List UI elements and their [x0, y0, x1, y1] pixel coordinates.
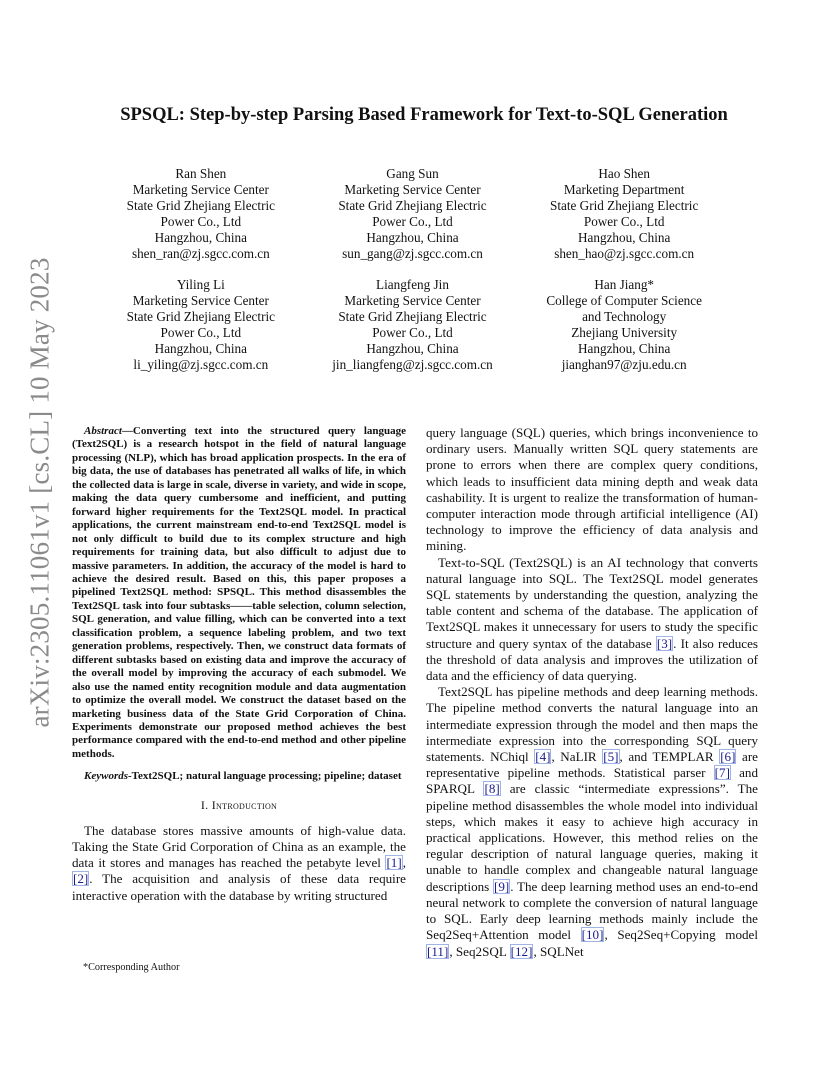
- author-city: Hangzhou, China: [578, 229, 671, 245]
- arxiv-identifier-stamp: [20, 256, 60, 728]
- author-card: [95, 166, 307, 261]
- citation-link[interactable]: [2]: [73, 871, 89, 887]
- author-org: State Grid Zhejiang Electric: [338, 197, 487, 213]
- citation-link[interactable]: [7]: [714, 765, 730, 781]
- author-email: li_yiling@zj.sgcc.com.cn: [133, 356, 269, 372]
- abstract-text: —Converting text into the structured query language (Text2SQL) is a research hotspot in the field of natural language processing (NLP), which has broad application prospects. In the era of big data, the use of databases has penetrated all walks of life, in which the collected data is large in scale, diverse in variety, and wide in scope, making the data query cumbersome and inefficient, and putting forward higher requirements for the Text2SQL model. In practical applications, the current mainstream end-to-end Text2SQL model is not only difficult to build due to its complex structure and high requirements for training data, but also difficult to adjust due to massive parameters. In addition, the accuracy of the model is hard to achieve the desired result. Based on this, this paper proposes a pipelined Text2SQL method: SPSQL. This method disassembles the Text2SQL task into four subtasks——table selection, column selection, SQL generation, and value filling, which can be converted into a text classification problem, a sequence labeling problem, and two text generation problems, respectively. Then, we construct data formats of different subtasks based on existing data and improve the accuracy of the overall model by improving the accuracy of each submodel. We also use the named entity recognition module and data augmentation to optimize the overall model. We construct the dataset based on the marketing business data of the State Grid Corporation of China. Experiments demonstrate our proposed method achieves the best performance compared with the end-to-end method and other pipeline methods.: [72, 425, 406, 760]
- arxiv-id-text: arXiv:2305.11061v1 [cs.CL] 10 May 2023: [24, 256, 55, 728]
- author-org: Zhejiang University: [571, 324, 678, 340]
- citation-link[interactable]: [8]: [484, 781, 500, 797]
- text-run: Text-to-SQL (Text2SQL) is an AI technology that converts natural language into SQL. The Text2SQL model generates SQL statements by understanding the question, analyzing the table content and schema of the database. The application of Text2SQL makes it unnecessary for users to study the specific structure and query syntax of the database: [426, 554, 758, 651]
- author-email: jianghan97@zju.edu.cn: [561, 356, 687, 372]
- author-org: Power Co., Ltd: [372, 213, 453, 229]
- text-run: , and TEMPLAR: [619, 749, 720, 765]
- right-column: [426, 425, 758, 960]
- author-name: Hao Shen: [598, 166, 650, 181]
- author-name: Han Jiang*: [594, 277, 655, 292]
- author-block-row-2: [95, 277, 730, 372]
- body-paragraph: [426, 555, 758, 685]
- text-run: , Seq2Seq+Copying model: [604, 927, 758, 943]
- author-org: State Grid Zhejiang Electric: [126, 308, 275, 324]
- author-card: [518, 166, 730, 261]
- author-dept: Marketing Service Center: [344, 292, 481, 308]
- author-email: shen_ran@zj.sgcc.com.cn: [131, 245, 270, 261]
- author-dept: College of Computer Science: [546, 292, 702, 308]
- author-org: Power Co., Ltd: [160, 213, 242, 229]
- author-name: Liangfeng Jin: [376, 277, 449, 292]
- citation-link[interactable]: [11]: [427, 943, 449, 959]
- author-email: sun_gang@zj.sgcc.com.cn: [342, 245, 483, 261]
- author-name: Gang Sun: [386, 166, 439, 181]
- author-dept: Marketing Service Center: [132, 292, 269, 308]
- intro-paragraph: [72, 823, 406, 904]
- author-org: State Grid Zhejiang Electric: [338, 308, 487, 324]
- author-name: Yiling Li: [176, 277, 225, 292]
- citation-link[interactable]: [9]: [493, 878, 510, 894]
- body-paragraph: query language (SQL) queries, which brings inconvenience to ordinary users. Manually written SQL query statements are prone to errors when there are complex query conditions, which leads to insufficient data mining depth and weak data cashability. It is urgent to realize the transformation of human-computer interaction mode through artificial intelligence (AI) technology to improve the efficiency of data analysis and mining.: [426, 425, 758, 554]
- citation-link[interactable]: [3]: [656, 635, 673, 651]
- keywords-label: Keywords: [84, 770, 128, 783]
- text-run: are classic “intermediate expressions”. The pipeline method disassembles the whole model into individual steps, which makes it easy to achieve high accuracy in practical applications. However, this method relies on the regular description of natural language queries, making it unable to handle complex and changeable natural language descriptions: [426, 781, 758, 894]
- author-org: Power Co., Ltd: [583, 213, 665, 229]
- citation-link[interactable]: [4]: [535, 749, 551, 765]
- abstract-label: Abstract: [84, 425, 122, 437]
- text-run: ,: [402, 855, 406, 871]
- author-org: State Grid Zhejiang Electric: [550, 197, 699, 213]
- paper-title: SPSQL: Step-by-step Parsing Based Framework for Text-to-SQL Generation: [120, 105, 728, 125]
- author-org: and Technology: [582, 308, 667, 324]
- footnote-corresponding-author: *Corresponding Author: [83, 962, 180, 973]
- author-city: Hangzhou, China: [366, 229, 459, 245]
- citation-link[interactable]: [10]: [581, 927, 604, 943]
- keywords: [72, 770, 406, 783]
- author-card: [518, 277, 730, 372]
- author-org: Power Co., Ltd: [372, 324, 453, 340]
- body-paragraph: [426, 684, 758, 959]
- citation-link[interactable]: [12]: [510, 943, 533, 959]
- citation-link[interactable]: [1]: [386, 855, 402, 871]
- left-column: [72, 425, 406, 904]
- text-run: , Seq2SQL: [449, 943, 510, 959]
- text-run: . It also reduces the threshold of data analysis and improves the utilization of data and the efficiency of data querying.: [426, 635, 759, 684]
- section-heading-introduction: I. Introduction: [200, 797, 278, 812]
- text-run: and SPARQL: [426, 765, 758, 797]
- text-run: , NaLIR: [551, 749, 603, 765]
- author-name: Ran Shen: [175, 166, 227, 181]
- author-email: jin_liangfeng@zj.sgcc.com.cn: [332, 356, 493, 372]
- author-block-row-1: [95, 166, 730, 261]
- author-city: Hangzhou, China: [154, 340, 247, 356]
- author-card: [307, 277, 519, 372]
- text-run: . The deep learning method uses an end-to-end neural network to complete the conversion of natural language to SQL. Early deep learning methods mainly include the Seq2Seq+Attention model: [426, 878, 758, 943]
- keywords-text: -Text2SQL; natural language processing; pipeline; dataset: [128, 770, 402, 783]
- author-card: [95, 277, 307, 372]
- author-dept: Marketing Department: [563, 181, 685, 197]
- author-dept: Marketing Service Center: [344, 181, 481, 197]
- author-org: Power Co., Ltd: [160, 324, 242, 340]
- author-org: State Grid Zhejiang Electric: [126, 197, 275, 213]
- text-run: are representative pipeline methods. Statistical parser: [426, 749, 758, 781]
- text-run: Text2SQL has pipeline methods and deep learning methods. The pipeline method converts the natural language into an intermediate expression through the model and then maps the intermediate expression into the corresponding SQL query statements. NChiql: [426, 684, 758, 765]
- author-city: Hangzhou, China: [578, 340, 671, 356]
- citation-link[interactable]: [5]: [603, 749, 619, 765]
- citation-link[interactable]: [6]: [720, 749, 736, 765]
- text-run: . The acquisition and analysis of these data require interactive operation with the database by writing structured: [72, 871, 406, 903]
- author-city: Hangzhou, China: [366, 340, 459, 356]
- text-run: , SQLNet: [533, 943, 584, 959]
- author-city: Hangzhou, China: [154, 229, 247, 245]
- author-card: [307, 166, 519, 261]
- author-email: shen_hao@zj.sgcc.com.cn: [554, 245, 695, 261]
- author-dept: Marketing Service Center: [132, 181, 269, 197]
- text-run: The database stores massive amounts of high-value data. Taking the State Grid Corporation of China as an example, the data it stores and manages has reached the petabyte level: [72, 822, 406, 871]
- abstract: [72, 425, 406, 761]
